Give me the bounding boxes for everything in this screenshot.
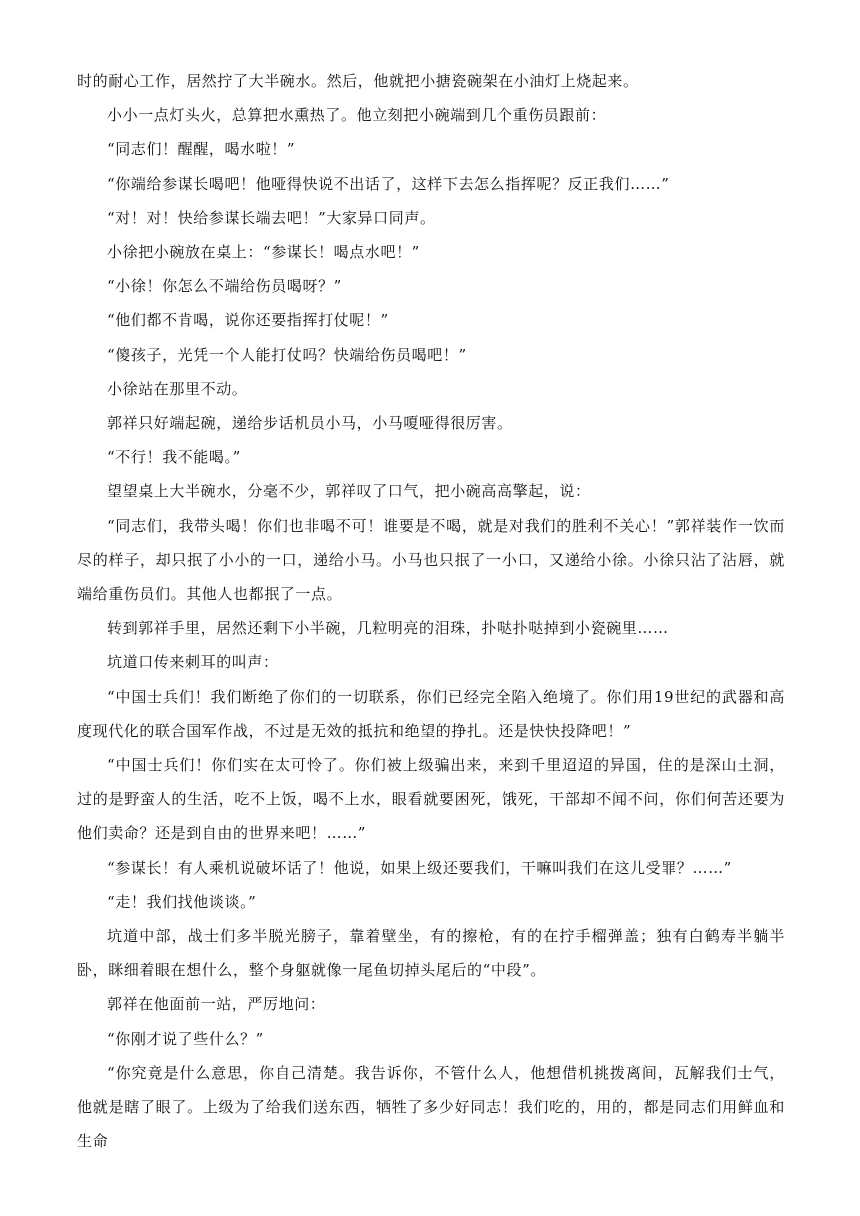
paragraph: 小小一点灯头火，总算把水熏热了。他立刻把小碗端到几个重伤员跟前： [107, 106, 607, 125]
paragraph: “你刚才说了些什么？” [107, 1029, 264, 1048]
paragraph: “同志们！醒醒，喝水啦！” [107, 140, 296, 159]
paragraph: “参谋长！有人乘机说破坏话了！他说，如果上级还要我们，干嘛叫我们在这儿受罪？……” [107, 858, 732, 877]
paragraph: 小徐站在那里不动。 [107, 379, 248, 398]
paragraph: 时的耐心工作，居然拧了大半碗水。然后，他就把小搪瓷碗架在小油灯上烧起来。 [77, 72, 639, 90]
document-page [77, 64, 785, 1159]
paragraph: “中国士兵们！我们断绝了你们的一切联系，你们已经完全陷入绝境了。你们用19世纪的武器和高度现代化的联合国军作战，不过是无效的抵抗和绝望的挣扎。还是快快投降吧！” [77, 687, 785, 740]
paragraph: “你端给参谋长喝吧！他哑得快说不出话了，这样下去怎么指挥呢？反正我们……” [107, 174, 670, 193]
paragraph: “对！对！快给参谋长端去吧！”大家异口同声。 [107, 208, 436, 227]
paragraph: “同志们，我带头喝！你们也非喝不可！谁要是不喝，就是对我们的胜利不关心！”郭祥装作一饮而尽的样子，却只抿了小小的一口，递给小马。小马也只抿了一小口，又递给小徐。小徐只沾了沾唇，就端给重伤员们。其他人也都抿了一点。 [77, 516, 785, 604]
paragraph: “小徐！你怎么不端给伤员喝呀？” [107, 277, 342, 296]
paragraph: 郭祥只好端起碗，递给步话机员小马，小马嗄哑得很厉害。 [107, 414, 513, 433]
paragraph: “走！我们找他谈谈。” [107, 892, 257, 911]
paragraph: 郭祥在他面前一站，严厉地问： [107, 995, 326, 1014]
paragraph: “你究竟是什么意思，你自己清楚。我告诉你，不管什么人，他想借机挑拨离间，瓦解我们士气，他就是瞎了眼了。上级为了给我们送东西，牺牲了多少好同志！我们吃的，用的，都是同志们用鲜血和生命 [77, 1063, 785, 1151]
paragraph: 小徐把小碗放在桌上：“参谋长！喝点水吧！” [107, 243, 420, 262]
paragraph: “他们都不肯喝，说你还要指挥打仗呢！” [107, 311, 389, 330]
paragraph: 坑道口传来刺耳的叫声： [107, 653, 279, 672]
paragraph: “中国士兵们！你们实在太可怜了。你们被上级骗出来，来到千里迢迢的异国，住的是深山土洞，过的是野蛮人的生活，吃不上饭，喝不上水，眼看就要困死，饿死，干部却不闻不问，你们何苦还要为他们卖命？还是到自由的世界来吧！……” [77, 756, 785, 843]
paragraph: “不行！我不能喝。” [107, 448, 241, 467]
paragraph: 转到郭祥手里，居然还剩下小半碗，几粒明亮的泪珠，扑哒扑哒掉到小瓷碗里…… [107, 619, 669, 638]
paragraph: 望望桌上大半碗水，分毫不少，郭祥叹了口气，把小碗高高擎起，说： [107, 482, 591, 501]
paragraph: “傻孩子，光凭一个人能打仗吗？快端给伤员喝吧！” [107, 345, 467, 364]
paragraph: 坑道中部，战士们多半脱光膀子，靠着壁坐，有的擦枪，有的在拧手榴弹盖；独有白鹤寿半躺半卧，眯细着眼在想什么，整个身躯就像一尾鱼切掉头尾后的“中段”。 [77, 927, 785, 980]
